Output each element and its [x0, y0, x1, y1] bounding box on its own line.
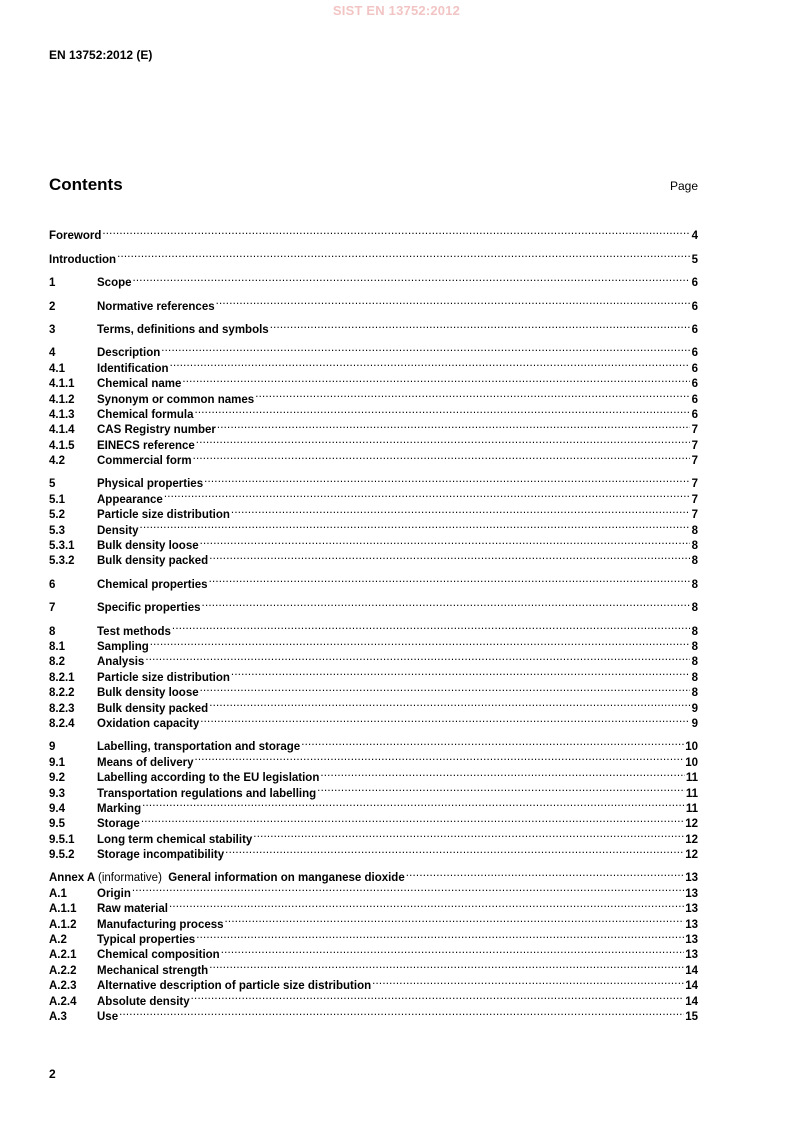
toc-entry-page: 7 — [691, 424, 698, 437]
toc-dot-leader — [172, 619, 690, 634]
toc-dot-leader — [217, 418, 690, 433]
toc-entry[interactable] — [49, 224, 698, 243]
toc-entry-number: A.1.2 — [49, 918, 77, 931]
toc-entry[interactable] — [49, 341, 698, 360]
toc-entry-page: 8 — [691, 540, 698, 553]
toc-dot-leader — [196, 928, 684, 943]
toc-dot-leader — [301, 735, 684, 750]
toc-entry-number: 5.3.2 — [49, 555, 75, 568]
toc-dot-leader — [164, 487, 690, 502]
toc-dot-leader — [372, 974, 684, 989]
toc-entry[interactable] — [49, 572, 698, 591]
toc-entry-title: Storage incompatibility — [97, 849, 225, 862]
toc-entry-number: 4 — [49, 347, 56, 360]
toc-entry-page: 6 — [691, 378, 698, 391]
table-of-contents — [49, 224, 698, 1023]
toc-entry-number: 8.1 — [49, 640, 65, 653]
toc-dot-leader — [102, 224, 690, 239]
toc-entry-number: A.2 — [49, 934, 67, 947]
toc-entry-page: 14 — [685, 964, 698, 977]
toc-entry[interactable] — [49, 472, 698, 491]
toc-dot-leader — [142, 797, 685, 812]
toc-entry[interactable] — [49, 534, 698, 553]
toc-entry-title: Bulk density packed — [97, 702, 209, 715]
toc-entry[interactable] — [49, 897, 698, 916]
toc-dot-leader — [225, 912, 685, 927]
toc-dot-leader — [216, 294, 690, 309]
toc-entry[interactable] — [49, 812, 698, 831]
toc-entry-title: Bulk density loose — [97, 687, 199, 700]
toc-dot-leader — [200, 681, 690, 696]
toc-entry-title: Oxidation capacity — [97, 717, 200, 730]
toc-entry-page: 7 — [691, 455, 698, 468]
toc-dot-leader — [117, 247, 690, 262]
toc-entry-page: 13 — [685, 949, 698, 962]
toc-entry-page: 7 — [691, 478, 698, 491]
page-column-label: Page — [669, 179, 698, 193]
toc-entry-number: 5.2 — [49, 509, 65, 522]
toc-entry[interactable] — [49, 1005, 698, 1023]
toc-dot-leader — [204, 472, 690, 487]
toc-entry-page: 7 — [691, 509, 698, 522]
toc-entry-title: Commercial form — [97, 455, 192, 468]
toc-entry-title: Absolute density — [97, 995, 190, 1008]
toc-entry-page: 7 — [691, 493, 698, 506]
toc-dot-leader — [317, 781, 685, 796]
toc-entry-page: 6 — [691, 347, 698, 360]
toc-entry-page: 14 — [685, 980, 698, 993]
toc-entry[interactable] — [49, 735, 698, 754]
toc-entry-number: 9.3 — [49, 787, 65, 800]
toc-entry-title: Labelling according to the EU legislation — [97, 772, 320, 785]
toc-entry-number: 6 — [49, 578, 56, 591]
toc-entry[interactable] — [49, 518, 698, 537]
toc-entry-title: Alternative description of particle size distribution — [97, 980, 372, 993]
toc-entry-number: 4.1 — [49, 362, 65, 375]
toc-entry-page: 6 — [691, 408, 698, 421]
toc-entry-title: Foreword — [49, 230, 102, 243]
toc-entry-number: 2 — [49, 300, 56, 313]
toc-entry-number: 8.2.4 — [49, 717, 75, 730]
toc-entry-number: 1 — [49, 277, 56, 290]
toc-entry[interactable] — [49, 318, 698, 336]
toc-entry-page: 8 — [691, 555, 698, 568]
toc-entry[interactable] — [49, 665, 698, 684]
toc-entry-number: 9.5 — [49, 818, 65, 831]
toc-entry-title: Storage — [97, 818, 140, 831]
toc-entry-number: 3 — [49, 323, 56, 336]
toc-dot-leader — [191, 989, 685, 1004]
toc-entry-number: 4.2 — [49, 455, 65, 468]
toc-entry-title: Raw material — [97, 903, 168, 916]
toc-dot-leader — [169, 897, 684, 912]
toc-entry-page: 13 — [685, 934, 698, 947]
toc-entry-title: Typical properties — [97, 934, 196, 947]
toc-entry-number: 8.2.2 — [49, 687, 75, 700]
toc-entry-title: Normative references — [97, 300, 215, 313]
toc-dot-leader — [196, 433, 690, 448]
toc-entry-title: Bulk density loose — [97, 540, 199, 553]
toc-dot-leader — [209, 958, 684, 973]
toc-dot-leader — [195, 403, 691, 418]
toc-entry-number: 4.1.4 — [49, 424, 75, 437]
toc-entry-title: Sampling — [97, 640, 149, 653]
toc-dot-leader — [209, 696, 690, 711]
toc-dot-leader — [140, 518, 690, 533]
toc-entry-page: 11 — [685, 787, 698, 800]
toc-entry-page: 12 — [685, 818, 698, 831]
toc-dot-leader — [406, 866, 684, 881]
toc-dot-leader — [209, 549, 690, 564]
toc-entry-page: 13 — [685, 903, 698, 916]
toc-entry-page: 8 — [691, 625, 698, 638]
toc-entry-page: 7 — [691, 439, 698, 452]
toc-dot-leader — [150, 635, 690, 650]
toc-entry-number: 9.5.2 — [49, 849, 75, 862]
toc-dot-leader — [202, 596, 690, 611]
toc-entry[interactable] — [49, 866, 698, 885]
toc-entry-number: 4.1.1 — [49, 378, 75, 391]
toc-entry-title: Marking — [97, 802, 142, 815]
toc-entry-page: 6 — [691, 300, 698, 313]
toc-entry-page: 8 — [691, 640, 698, 653]
toc-entry-title: Appearance — [97, 493, 163, 506]
toc-entry[interactable] — [49, 827, 698, 846]
toc-entry-title: Manufacturing process — [97, 918, 224, 931]
toc-entry[interactable] — [49, 797, 698, 815]
toc-entry-number: 7 — [49, 602, 56, 615]
toc-entry[interactable] — [49, 596, 698, 615]
toc-entry-title: Terms, definitions and symbols — [97, 323, 269, 336]
toc-entry-number: 8.2.1 — [49, 671, 75, 684]
toc-entry-page: 4 — [691, 230, 698, 243]
toc-entry-title: Synonym or common names — [97, 393, 255, 406]
toc-entry-title: Long term chemical stability — [97, 833, 253, 846]
toc-entry-number: 9.2 — [49, 772, 65, 785]
toc-dot-leader — [209, 572, 690, 587]
toc-entry-page: 12 — [685, 833, 698, 846]
toc-entry-title: Means of delivery — [97, 756, 194, 769]
toc-entry-title: Chemical name — [97, 378, 182, 391]
toc-entry-title: Chemical properties — [97, 578, 208, 591]
toc-entry-page: 6 — [691, 393, 698, 406]
toc-dot-leader — [170, 356, 690, 371]
toc-entry-number: A.2.4 — [49, 995, 77, 1008]
toc-entry-title: Test methods — [97, 625, 171, 638]
toc-entry-page: 9 — [691, 717, 698, 730]
toc-dot-leader — [193, 449, 690, 464]
watermark: SIST EN 13752:2012 — [332, 3, 461, 18]
toc-entry-page: 8 — [691, 687, 698, 700]
toc-entry-title: Use — [97, 1010, 119, 1023]
toc-entry-number: 8.2 — [49, 656, 65, 669]
toc-entry-number: 4.1.2 — [49, 393, 75, 406]
toc-entry[interactable] — [49, 271, 698, 290]
toc-entry-page: 14 — [685, 995, 698, 1008]
toc-entry-page: 11 — [685, 772, 698, 785]
toc-entry-title: Introduction — [49, 253, 117, 266]
toc-dot-leader — [231, 503, 690, 518]
toc-entry-title: Specific properties — [97, 602, 201, 615]
toc-dot-leader — [161, 341, 690, 356]
toc-entry-page: 11 — [685, 802, 698, 815]
toc-entry-title: Chemical formula — [97, 408, 194, 421]
toc-entry-page: 8 — [691, 578, 698, 591]
toc-entry-title: General information on manganese dioxide — [168, 872, 405, 885]
toc-entry-page: 8 — [691, 524, 698, 537]
toc-entry-page: 8 — [691, 656, 698, 669]
toc-dot-leader — [200, 534, 690, 549]
toc-entry-number: A.1.1 — [49, 903, 77, 916]
toc-entry-number: A.2.3 — [49, 980, 77, 993]
toc-entry-page: 8 — [691, 671, 698, 684]
toc-dot-leader — [195, 750, 685, 765]
toc-entry-title: Labelling, transportation and storage — [97, 741, 301, 754]
toc-entry-number: 9.4 — [49, 802, 65, 815]
toc-entry-title: Identification — [97, 362, 169, 375]
toc-dot-leader — [231, 665, 690, 680]
toc-entry-number: 5.1 — [49, 493, 65, 506]
toc-entry-number: A.1 — [49, 887, 67, 900]
toc-dot-leader — [182, 372, 690, 387]
toc-dot-leader — [253, 827, 684, 842]
toc-entry-number: A.2.1 — [49, 949, 77, 962]
toc-entry-number: 9 — [49, 741, 56, 754]
toc-dot-leader — [270, 318, 690, 333]
toc-entry-page: 6 — [691, 277, 698, 290]
toc-entry-title: CAS Registry number — [97, 424, 216, 437]
toc-entry-title: Mechanical strength — [97, 964, 209, 977]
toc-entry[interactable] — [49, 650, 698, 669]
toc-dot-leader — [145, 650, 690, 665]
toc-entry-number: 5.3.1 — [49, 540, 75, 553]
document-header: EN 13752:2012 (E) — [49, 48, 153, 62]
toc-entry-prefix: Annex A (informative) — [49, 872, 162, 885]
toc-entry-page: 15 — [685, 1010, 698, 1023]
toc-entry-page: 6 — [691, 362, 698, 375]
toc-dot-leader — [133, 271, 690, 286]
toc-dot-leader — [255, 387, 690, 402]
toc-entry-number: 9.1 — [49, 756, 65, 769]
toc-entry-number: 5.3 — [49, 524, 65, 537]
toc-entry-title: Description — [97, 347, 161, 360]
toc-entry-number: A.2.2 — [49, 964, 77, 977]
toc-entry-page: 9 — [691, 702, 698, 715]
toc-entry-number: 5 — [49, 478, 56, 491]
toc-dot-leader — [320, 766, 684, 781]
contents-title: Contents — [49, 175, 123, 194]
toc-entry[interactable] — [49, 881, 698, 900]
toc-entry-page: 5 — [691, 253, 698, 266]
toc-entry-title: EINECS reference — [97, 439, 195, 452]
toc-entry-page: 10 — [685, 756, 698, 769]
toc-dot-leader — [200, 712, 690, 727]
toc-entry-number: A.3 — [49, 1010, 67, 1023]
toc-entry[interactable] — [49, 619, 698, 638]
toc-dot-leader — [119, 1005, 684, 1020]
toc-entry-page: 6 — [691, 323, 698, 336]
page-number: 2 — [49, 1067, 56, 1081]
toc-entry-number: 4.1.3 — [49, 408, 75, 421]
toc-entry-title: Density — [97, 524, 139, 537]
toc-entry-page: 13 — [685, 887, 698, 900]
toc-entry[interactable] — [49, 247, 698, 266]
toc-entry-title: Origin — [97, 887, 131, 900]
toc-entry-number: 4.1.5 — [49, 439, 75, 452]
toc-entry-title: Physical properties — [97, 478, 204, 491]
toc-entry-title: Particle size distribution — [97, 509, 230, 522]
toc-entry-title: Bulk density packed — [97, 555, 209, 568]
toc-entry-title: Transportation regulations and labelling — [97, 787, 317, 800]
toc-entry-title: Analysis — [97, 656, 145, 669]
toc-dot-leader — [132, 881, 684, 896]
toc-entry-number: 9.5.1 — [49, 833, 75, 846]
toc-entry-page: 10 — [685, 741, 698, 754]
toc-entry-title: Scope — [97, 277, 132, 290]
toc-entry-page: 13 — [685, 872, 698, 885]
toc-entry-page: 13 — [685, 918, 698, 931]
toc-entry[interactable] — [49, 294, 698, 313]
toc-entry-number: 8.2.3 — [49, 702, 75, 715]
toc-dot-leader — [141, 812, 684, 827]
toc-entry-number: 8 — [49, 625, 56, 638]
toc-entry-title: Particle size distribution — [97, 671, 230, 684]
toc-dot-leader — [221, 943, 685, 958]
toc-entry-page: 12 — [685, 849, 698, 862]
toc-dot-leader — [225, 843, 684, 858]
toc-entry-page: 8 — [691, 602, 698, 615]
toc-entry-title: Chemical composition — [97, 949, 220, 962]
